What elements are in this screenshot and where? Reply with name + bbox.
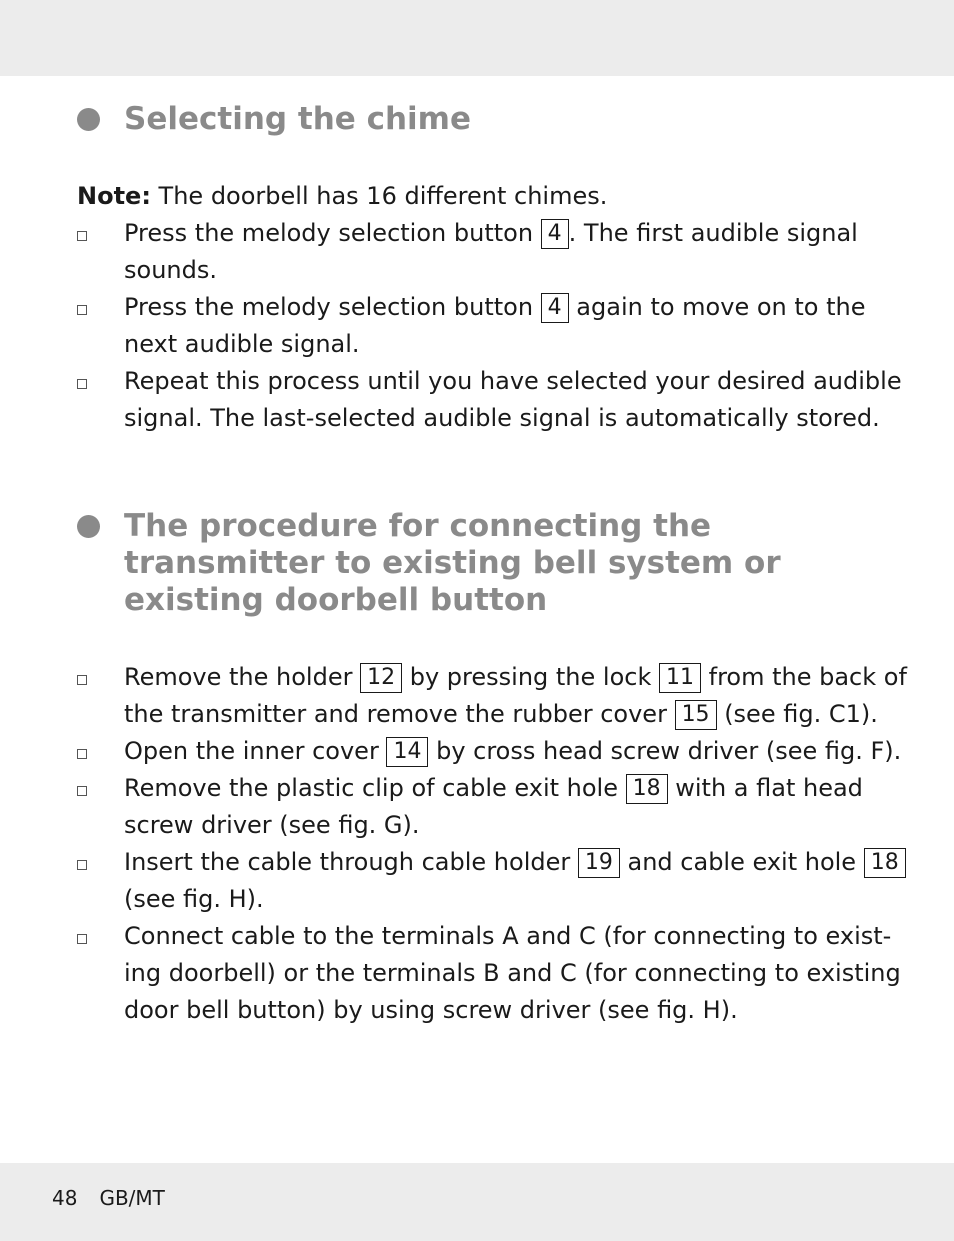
item-line <box>124 659 907 696</box>
checkbox-square-icon <box>77 231 87 241</box>
item-text: . The first audible signal <box>568 219 858 247</box>
item-text: door bell button) by using screw driver (see fig. H). <box>124 996 738 1024</box>
item-line <box>124 844 906 881</box>
item-text: Insert the cable through cable holder <box>124 848 578 876</box>
item-line <box>124 400 880 437</box>
checkbox-square-icon <box>77 860 87 870</box>
item-text: Press the melody selection button <box>124 219 541 247</box>
item-text: ing doorbell) or the terminals B and C (for connecting to existing <box>124 959 901 987</box>
item-line <box>124 770 863 807</box>
item-text: Connect cable to the terminals A and C (for connecting to exist- <box>124 922 892 950</box>
page-number: 48 <box>52 1186 78 1210</box>
item-text: (see fig. H). <box>124 885 264 913</box>
item-text: Remove the holder <box>124 663 361 691</box>
item-line <box>124 252 217 289</box>
header-band <box>0 0 954 76</box>
part-reference-badge: 18 <box>626 774 668 804</box>
checkbox-square-icon <box>77 675 87 685</box>
item-line <box>124 881 264 918</box>
note-paragraph <box>77 178 877 215</box>
checkbox-square-icon <box>77 934 87 944</box>
item-line <box>124 807 420 844</box>
item-text: (see fig. C1). <box>716 700 878 728</box>
item-line <box>124 918 891 955</box>
checkbox-square-icon <box>77 749 87 759</box>
part-reference-badge: 11 <box>659 663 701 693</box>
item-text: Remove the plastic clip of cable exit hole <box>124 774 626 802</box>
item-text: Press the melody selection button <box>124 293 541 321</box>
page-footer <box>52 1184 187 1212</box>
checkbox-square-icon <box>77 379 87 389</box>
checkbox-square-icon <box>77 786 87 796</box>
section-bullet-icon <box>77 515 100 538</box>
locale-code: GB/MT <box>99 1186 165 1210</box>
checkbox-square-icon <box>77 305 87 315</box>
part-reference-badge: 15 <box>675 700 717 730</box>
part-reference-badge: 19 <box>578 848 620 878</box>
item-text: by cross head screw driver (see fig. F). <box>428 737 902 765</box>
part-reference-badge: 12 <box>360 663 402 693</box>
heading-line: existing doorbell button <box>124 582 548 618</box>
item-line <box>124 326 360 363</box>
item-line <box>124 289 865 326</box>
item-text: the transmitter and remove the rubber cover <box>124 700 675 728</box>
item-text: next audible signal. <box>124 330 360 358</box>
item-line <box>124 696 878 733</box>
item-text: and cable exit hole <box>619 848 864 876</box>
item-text: screw driver (see fig. G). <box>124 811 420 839</box>
part-reference-badge: 4 <box>541 219 569 249</box>
item-text: sounds. <box>124 256 217 284</box>
item-text: Repeat this process until you have selected your desired audible <box>124 367 902 395</box>
part-reference-badge: 14 <box>386 737 428 767</box>
note-label: Note: <box>77 182 151 210</box>
item-line <box>124 992 738 1029</box>
item-line <box>124 733 901 770</box>
item-line <box>124 363 902 400</box>
item-text: again to move on to the <box>568 293 866 321</box>
item-text: by pressing the lock <box>402 663 659 691</box>
part-reference-badge: 18 <box>864 848 906 878</box>
item-text: with a flat head <box>667 774 863 802</box>
section-bullet-icon <box>77 108 100 131</box>
item-line <box>124 955 901 992</box>
section-heading-selecting-chime: Selecting the chime <box>124 101 471 137</box>
item-text: from the back of <box>700 663 907 691</box>
item-line <box>124 215 858 252</box>
note-text: The doorbell has 16 different chimes. <box>150 182 608 210</box>
item-text: signal. The last-selected audible signal is automatically stored. <box>124 404 880 432</box>
part-reference-badge: 4 <box>541 293 569 323</box>
heading-line: transmitter to existing bell system or <box>124 545 781 581</box>
heading-line: The procedure for connecting the <box>124 508 712 544</box>
item-text: Open the inner cover <box>124 737 387 765</box>
